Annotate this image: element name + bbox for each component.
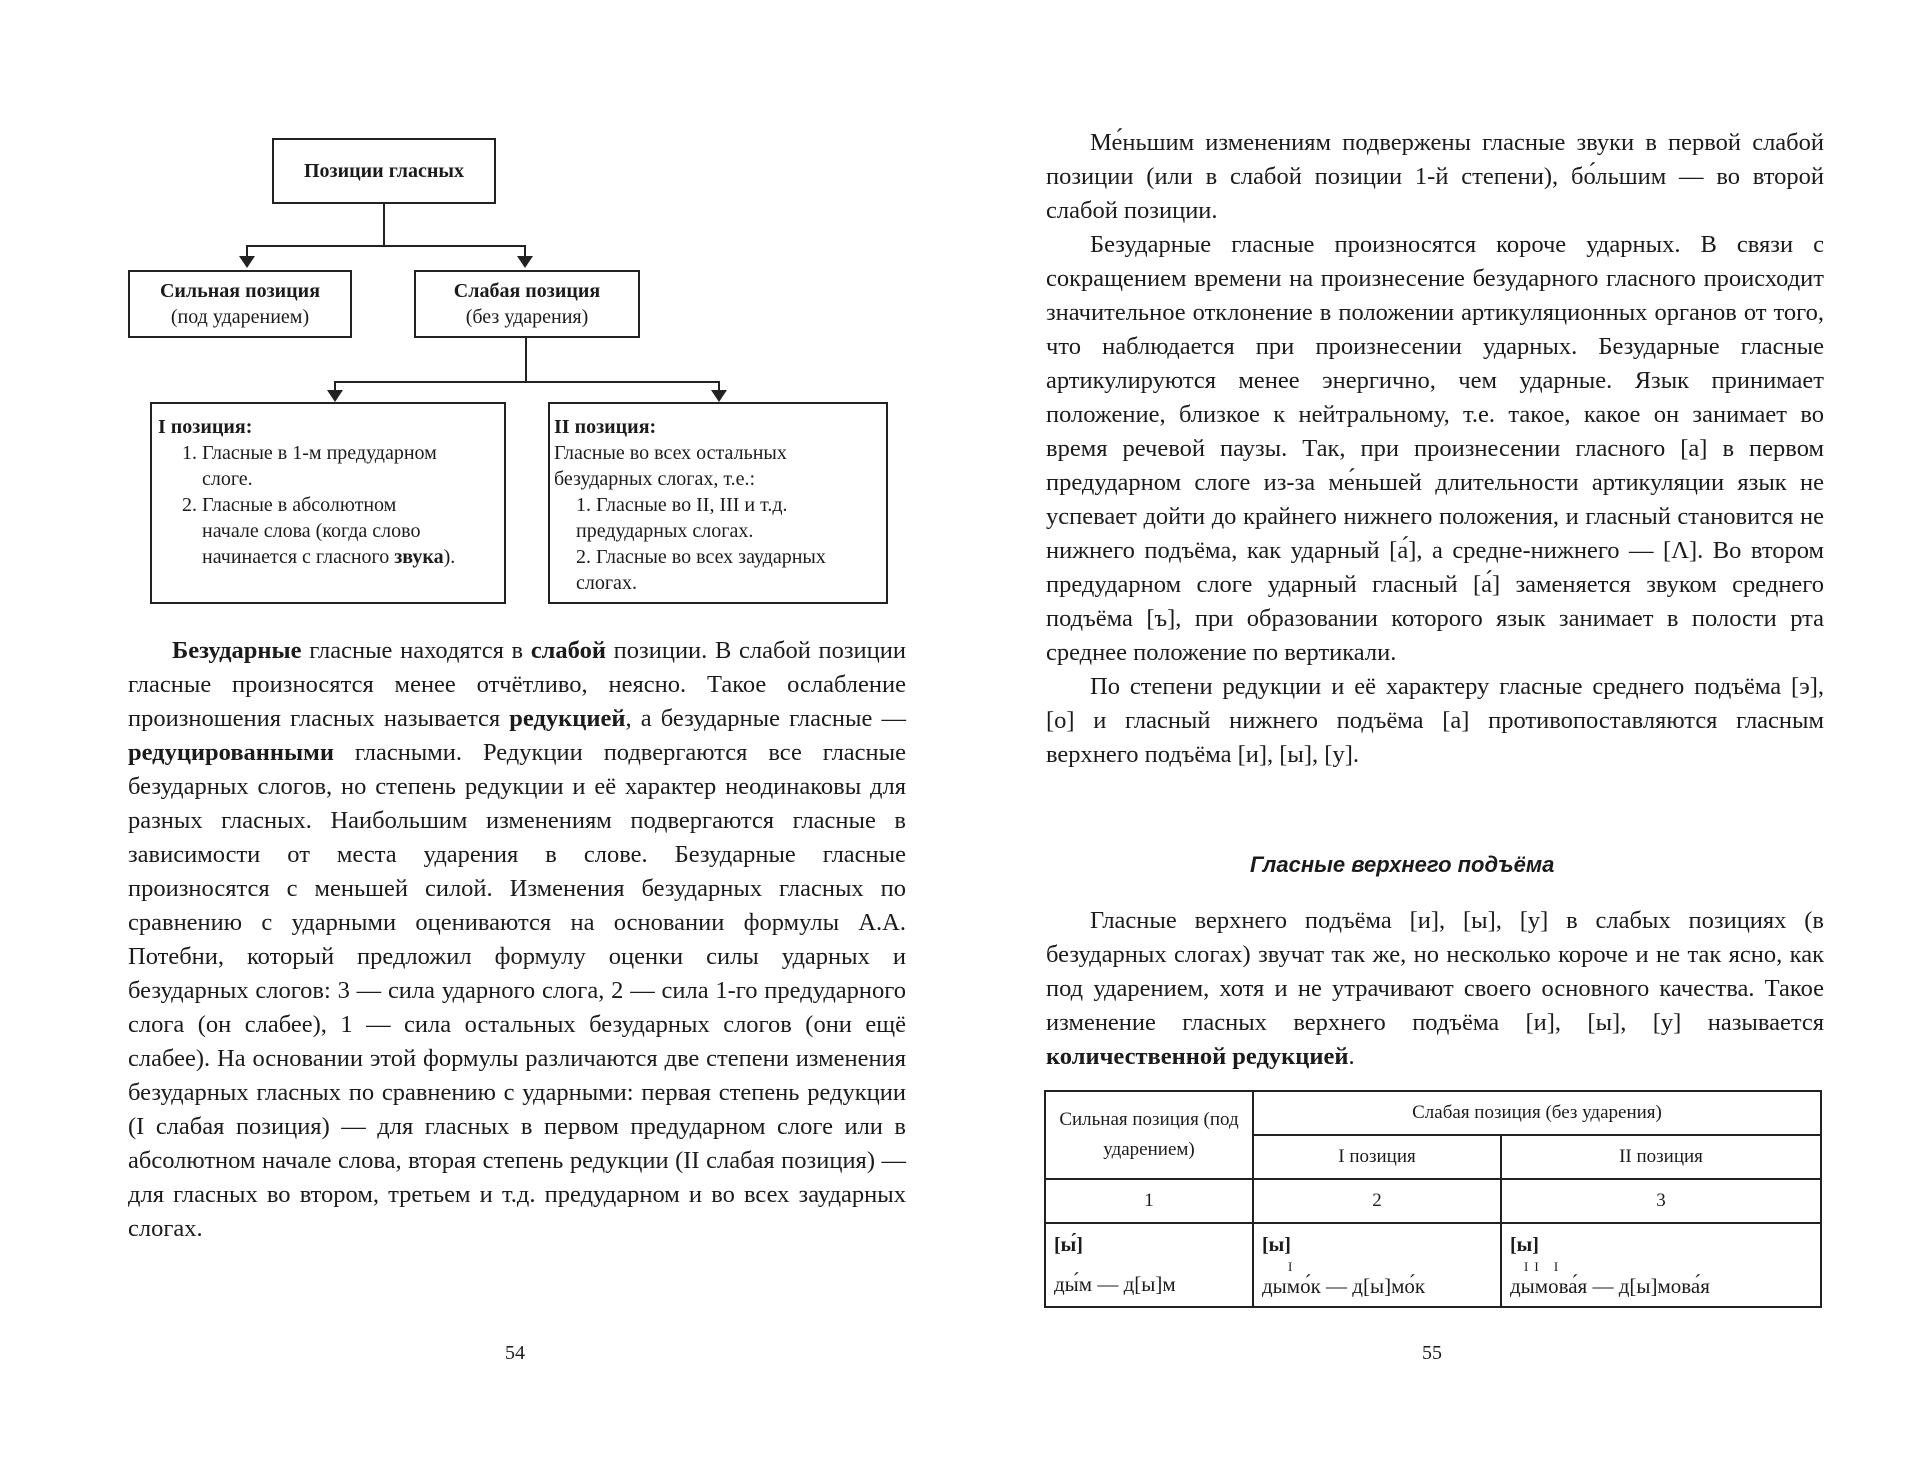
page-number-right: 55 <box>1422 1342 1442 1364</box>
left-text-span-3: , а безударные гласные — <box>625 705 906 732</box>
second-position-line-6: слогах. <box>576 572 637 594</box>
right-paragraph-3: По степени редукции и её характеру гласные среднего подъёма [э], [о] и гласный нижнего подъёма [а] противопоставляются гласным верхнего подъёма [и], [ы], [у]. <box>1046 673 1824 768</box>
left-text-span-4: гласными. Редукции подвергаются все гласные безударных слогов, но степень редукции и её характер неодинаковы для разных гласных. Наибольшим изменениям подвергаются гласные в зависимости от места ударения в слове. Безударные гласные произносятся с меньшей силой. Изменения безударных гласных по сравнению с ударными оцениваются на основании формулы А.А. Потебни, который предложил формулу оценки силы ударных и безударных слогов: 3 — сила ударного слога, 2 — сила 1-го предударного слога (он слабее), 1 — сила остальных безударных слогов (они ещё слабее). На основании этой формулы различаются две степени изменения безударных гласных по сравнению с ударными: первая степень редукции (I слабая позиция) — для гласных в первом предударном слоге или в абсолютном начале слова, вторая степень редукции (II слабая позиция) — для гласных во втором, третьем и т.д. предударном и во всех заударных слогах. <box>128 739 906 1242</box>
first-position-line-3: 2. Гласные в абсолютном <box>182 494 397 516</box>
example-2-words: дымо́к — д[ы]мо́к <box>1262 1274 1426 1298</box>
column-number-2: 2 <box>1253 1179 1501 1223</box>
table-example-row <box>1045 1223 1821 1307</box>
second-position-node <box>548 402 888 604</box>
strong-position-sub: (под ударением) <box>170 306 310 328</box>
term-weak: слабой <box>530 637 606 664</box>
connector-root-down <box>383 204 385 246</box>
first-position-node <box>150 402 506 604</box>
second-position-line-4: предударных слогах. <box>576 520 754 542</box>
root-node <box>272 138 496 204</box>
second-position-line-5: 2. Гласные во всех заударных <box>576 546 826 568</box>
weak-position-title: Слабая позиция <box>453 280 601 302</box>
header-strong-position: Сильная позиция (под ударением) <box>1045 1091 1253 1179</box>
section-heading: Гласные верхнего подъёма <box>1250 852 1555 877</box>
header-second-position: II позиция <box>1501 1135 1821 1179</box>
connector-weak-horizontal <box>334 381 720 383</box>
first-position-line-5-bold: звука <box>394 546 444 568</box>
weak-position-sub: (без ударения) <box>465 306 589 328</box>
root-node-label: Позиции гласных <box>304 160 464 182</box>
strong-position-title: Сильная позиция <box>159 280 321 302</box>
left-text-span-2: позиции. В слабой позиции гласные произносятся менее отчётливо, неясно. Такое ослабление произношения гласных называется <box>128 637 906 732</box>
first-position-line-5-text: начинается с гласного <box>202 546 395 568</box>
first-position-line-2: слоге. <box>202 468 253 490</box>
strong-position-node <box>128 270 352 338</box>
example-cell-1 <box>1045 1223 1253 1307</box>
right-paragraph-1: Ме́ньшим изменениям подвержены гласные звуки в первой слабой позиции (или в слабой позиции 1-й степени), бо́льшим — во второй слабой позиции. <box>1046 129 1824 224</box>
example-3-words: дымова́я — д[ы]мова́я <box>1510 1274 1710 1298</box>
first-position-line-4: начале слова (когда слово <box>202 520 421 542</box>
vowel-reduction-table <box>1044 1090 1822 1308</box>
header-first-position: I позиция <box>1253 1135 1501 1179</box>
first-position-line-1: 1. Гласные в 1-м предударном <box>182 442 437 464</box>
term-reduction: редукцией <box>509 705 626 732</box>
first-position-line-5 <box>158 544 504 570</box>
second-position-line-2: безударных слогах, т.е.: <box>554 468 756 490</box>
arrowhead-weak <box>517 256 533 268</box>
example-2-reduction-mark: I <box>1288 1259 1299 1274</box>
first-position-line-5-end: ). <box>443 546 456 568</box>
term-unstressed: Безударные <box>172 637 302 664</box>
left-text-span-1: гласные находятся в <box>301 637 531 664</box>
example-3-sound: [ы] <box>1510 1234 1539 1256</box>
second-position-title: II позиция: <box>554 416 657 438</box>
table-number-row <box>1045 1179 1821 1223</box>
right-paragraph-4 <box>1046 904 1824 1074</box>
column-number-1: 1 <box>1045 1179 1253 1223</box>
connector-weak-down <box>525 338 527 382</box>
first-position-title: I позиция: <box>158 416 253 438</box>
arrowhead-strong <box>239 256 255 268</box>
example-cell-3 <box>1501 1223 1821 1307</box>
weak-position-node <box>414 270 640 338</box>
arrowhead-pos2 <box>711 390 727 402</box>
second-position-line-3: 1. Гласные во II, III и т.д. <box>576 494 788 516</box>
second-position-line-1: Гласные во всех остальных <box>554 442 787 464</box>
right-paragraph-2: Безударные гласные произносятся короче ударных. В связи с сокращением времени на произнесение безударного гласного происходит значительное отклонение в положении артикуляционных органов от того, что наблюдается при произнесении ударных. Безударные гласные артикулируются менее энергично, чем ударные. Язык принимает положение, близкое к нейтральному, т.е. такое, какое он занимает во время речевой паузы. Так, при произнесении гласного [а] в первом предударном слоге из-за ме́ньшей длительности артикуляции язык не успевает дойти до крайнего нижнего положения, и гласный становится не нижнего подъёма, как ударный [а́], а средне-нижнего — [Λ]. Во втором предударном слоге ударный гласный [а́] заменяется звуком среднего подъёма [ъ], при образовании которого язык занимает в полости рта среднее положение по вертикали. <box>1046 231 1824 666</box>
example-1-words: ды́м — д[ы]м <box>1054 1272 1176 1296</box>
left-body-text <box>128 634 906 1246</box>
example-1-sound: [ы́] <box>1054 1234 1083 1256</box>
page-number-left: 54 <box>505 1342 525 1364</box>
column-number-3: 3 <box>1501 1179 1821 1223</box>
right-body-text <box>1046 126 1824 772</box>
example-cell-2 <box>1253 1223 1501 1307</box>
arrowhead-pos1 <box>327 390 343 402</box>
example-2-sound: [ы] <box>1262 1234 1291 1256</box>
right-paragraph-4-text: Гласные верхнего подъёма [и], [ы], [у] в слабых позициях (в безударных слогах) звучат так же, но несколько короче и не так ясно, как под ударением, хотя и не утрачивают своего основного качества. Такое изменение гласных верхнего подъёма [и], [ы], [у] называется <box>1046 907 1824 1036</box>
example-3-reduction-mark: II I <box>1524 1259 1565 1274</box>
term-quantitative-reduction: количественной редукцией <box>1046 1043 1349 1070</box>
table-header-row <box>1045 1091 1821 1135</box>
left-paragraph-1 <box>128 634 906 1246</box>
right-body-text-2 <box>1046 904 1824 1074</box>
header-weak-position: Слабая позиция (без ударения) <box>1253 1091 1821 1135</box>
right-paragraph-4-end: . <box>1348 1043 1355 1070</box>
connector-root-horizontal <box>246 245 526 247</box>
term-reduced: редуцированными <box>128 739 334 766</box>
